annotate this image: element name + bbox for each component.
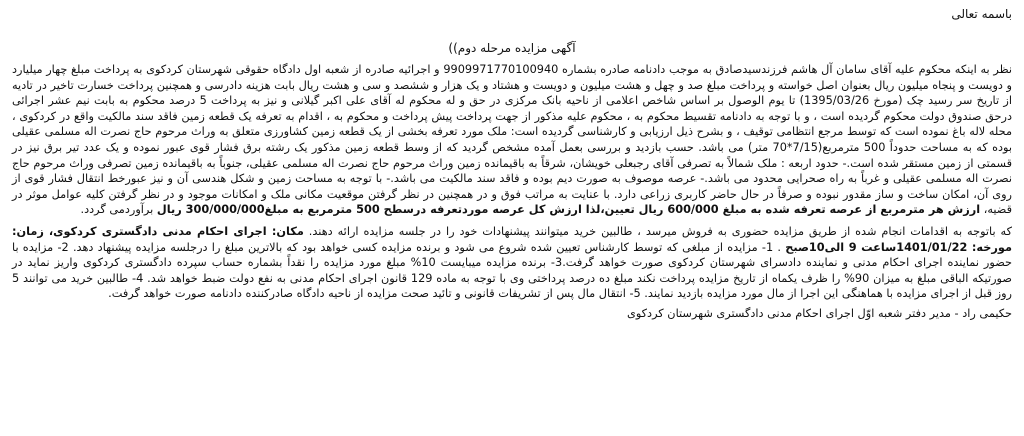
notice-paragraph-description	[12, 62, 1012, 218]
auction-time: زمان: مورخه: 1401/01/22ساعت 9 الی10صبح	[12, 224, 1012, 254]
conditions-text: . 1- مزایده از مبلغی که توسط کارشناس تعیین شده شروع می شود و برنده مزایده کسی خواهد بود که بالاترین مبلغ را درجلسه مزایده پیشنهاد دهد. 2- مزایده با حضور نماینده اجرای احکام مدنی و نماینده دادسرای شهرستان کردکوی صورت خواهد گرفت.3- برنده مزایده میبایست 10% مبلغ مورد مزایده را نقداً بشماره حساب سپرده دادگستری کردکوی واریز نماید در صورتیکه الباقی مبلغ به میزان 90% را ظرف یکماه از تاریخ مزایده پرداخت نکند مبلغ ده درصد پرداختی وی با توجه به ماده 129 قانون اجرای احکام مدنی به نفع دولت ضبط خواهد شد. 4- طالبین خرید می توانند 5 روز قبل از اجرای مزایده با هماهنگی این اجرا از مال مورد مزایده بازدید نمایند. 5- انتقال مال پس از تشریفات قانونی و تائید صحت مزایده از ناحیه دادگاه صادرکننده دادنامه صورت خواهد گرفت.	[12, 240, 1012, 301]
notice-title: آگهی مزایده مرحله دوم))	[448, 41, 576, 55]
valuation-text: ارزش هر مترمربع از عرصه تعرفه شده به مبلغ 600/000 ریال تعیین،لذا ارزش کل عرصه موردتعرفه درسطح 500 مترمربع به مبلغ300/000/000 ریال	[156, 203, 981, 217]
valuation-tail: برآوردمی گردد.	[80, 203, 154, 217]
conditions-intro: که باتوجه به اقدامات انجام شده از طریق مزایده حضوری به فروش میرسد ، طالبین خرید میتوانند پیشنهادات خود را در جلسه مزایده ارائه دهند.	[308, 224, 1012, 238]
header-invocation: باسمه تعالی	[951, 7, 1012, 21]
signature-line: حکیمی راد - مدیر دفتر شعبه اوّل اجرای احکام مدنی دادگستری شهرستان کردکوی	[626, 306, 1012, 320]
notice-paragraph-conditions	[12, 224, 1012, 302]
auction-place: مکان: اجرای احکام مدنی دادگستری کردکوی،	[48, 224, 304, 238]
description-text: نظر به اینکه محکوم علیه آقای سامان آل هاشم فرزندسیدصادق به موجب دادنامه صادره بشماره 9909971770100940 و اجرائیه صادره از شعبه اول دادگاه حقوقی شهرستان کردکوی به پرداخت مبلغ چهار میلیارد و دویست و پنجاه میلیون ریال بعنوان اصل خواسته و پرداخت مبلغ صد و چهل و هشت میلیون و دویست و هشتاد و یک هزار و ششصد و سی و هشت ریال بابت هزینه دادرسی و همچنین پرداخت خسارت تاخیر در تادیه از تاریخ سر رسید چک (مورخ 1395/03/26) تا یوم الوصول بر اساس شاخص اعلامی از ناحیه بانک مرکزی در حق و له محکوم له آقای علی اکبر گیلانی و نیز به پرداخت 5 درصد محکوم به بابت نیم عشر اجرائی درحق صندوق دولت محکوم گردیده است ، و با توجه به دادنامه تقسیط محکوم به ، محکوم علیه مذکور از جهت پرداخت پیش پرداخت و محکوم به ، اقدام به تعرفه یک قطعه زمین فاقد سند مالکیت واقع در کردکوی ، محله لاله باغ نموده است که توسط مرجع انتظامی توقیف ، و بشرح ذیل ارزیابی و کارشناسی گردیده است: ملک مورد تعرفه بخشی از یک قطعه زمین کشاورزی متعلق به وراث مرحوم حاج نصرت اله مسلمی عقیلی بوده که به مساحت حدوداً 500 مترمربع(7/15*70 متر) می باشد. حسب بازدید و بررسی بعمل آمده مشخص گردید که از وسط قطعه زمین مذکور یک رشته برق فشار قوی عبور نموده و یک عدد تیر برق نیز در قسمتی از زمین مستقر شده است.- حدود اربعه : ملک شمالاً به تصرفی آقای رجبعلی خویشان، شرقاً به باقیمانده زمین وراث مرحوم حاج نصرت اله مسلمی عقیلی، جنوباً به باقیمانده زمین تصرفی وراث مرحوم حاج نصرت اله مسلمی عقیلی و غرباً به راه صحرایی محدود می باشد.- عرصه موصوف به صورت دیم بوده و فاقد سند مالکیت می باشد.- با توجه به مساحت زمین و شکل هندسی آن و نیز عبورخط انتقال فشار قوی از روی آن، امکان ساخت و ساز مقدور نبوده و صرفاً در حال حاضر کاربری زراعی دارد. با عنایت به مراتب فوق و در همچنین در نظر گرفتن موقعیت مکانی ملک و امکانات موجود و در نظر گرفتن کلیه عوامل موثر در قضیه،	[12, 63, 1013, 217]
